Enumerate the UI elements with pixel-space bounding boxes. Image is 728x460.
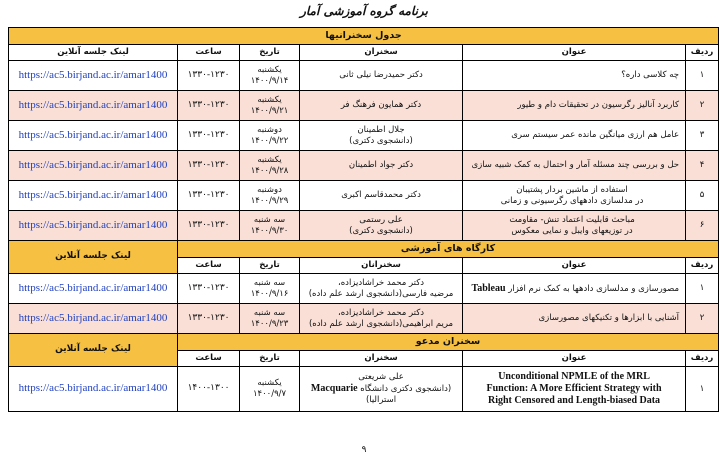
link-cell (9, 367, 178, 412)
date-day: یکشنبه (257, 64, 282, 75)
col-radif: ردیف (686, 258, 719, 274)
col-radif: ردیف (686, 351, 719, 367)
date-value: ۱۴۰۰/۹/۷ (252, 389, 287, 399)
speaker-cell (300, 367, 463, 412)
date-value: ۱۴۰۰/۹/۳۰ (250, 225, 289, 236)
date-value: ۱۴۰۰/۹/۲۸ (250, 165, 289, 176)
session-link[interactable]: https://ac5.birjand.ac.ir/amar1400 (18, 188, 168, 201)
lectures-section-header (9, 28, 719, 45)
guest-link-title: لینک جلسه آنلاین (9, 334, 178, 367)
date-cell (240, 91, 300, 121)
time-cell: ۱۳۳۰-۱۲۳۰ (178, 121, 240, 151)
link-cell (9, 181, 178, 211)
row-number: ۱ (686, 61, 719, 91)
session-link[interactable]: https://ac5.birjand.ac.ir/amar1400 (18, 68, 168, 81)
link-cell (9, 91, 178, 121)
date-value: ۱۴۰۰/۹/۲۲ (250, 135, 289, 146)
link-cell (9, 211, 178, 241)
date-cell (240, 304, 300, 334)
date-value: ۱۴۰۰/۹/۲۳ (250, 318, 289, 329)
table-row (9, 151, 719, 181)
date-cell (240, 274, 300, 304)
topic-text: مصورسازی و مدلسازی دادهها به کمک نرم افزار (508, 283, 680, 294)
date-cell (240, 367, 300, 412)
session-link[interactable]: https://ac5.birjand.ac.ir/amar1400 (18, 382, 168, 395)
guest-section-header (9, 334, 719, 351)
topic-cell (463, 211, 686, 241)
topic-line: Function: A More Efficient Strategy with (486, 383, 662, 394)
speaker-name: علی شریعتی (358, 372, 404, 383)
table-row (9, 211, 719, 241)
lectures-title: جدول سخنرانیها (9, 28, 719, 45)
table-row (9, 367, 719, 412)
speaker-name: مریم ابراهیمی(دانشجوی ارشد علم داده) (308, 318, 454, 329)
speaker-role: (دانشجوی دکتری) (349, 225, 413, 236)
date-cell (240, 61, 300, 91)
topic-cell (463, 274, 686, 304)
topic-cell: عامل هم ارزی میانگین مانده عمر سیستم سری (463, 121, 686, 151)
link-cell (9, 274, 178, 304)
time-cell: ۱۳۳۰-۱۲۳۰ (178, 211, 240, 241)
topic-cell (463, 181, 686, 211)
speaker-cell (300, 304, 463, 334)
row-number: ۱ (686, 367, 719, 412)
workshops-title: کارگاه های آموزشی (178, 241, 719, 258)
col-saat: ساعت (178, 351, 240, 367)
row-number: ۳ (686, 121, 719, 151)
speaker-affiliation (302, 383, 460, 395)
row-number: ۵ (686, 181, 719, 211)
speaker-role: (دانشجوی دکتری) (349, 135, 413, 146)
time-cell: ۱۳۳۰-۱۲۳۰ (178, 151, 240, 181)
lectures-column-headers (9, 45, 719, 61)
topic-line: در توزیعهای وایبل و نمایی معکوس (511, 225, 633, 236)
row-number: ۲ (686, 91, 719, 121)
speaker-name: دکتر محمد خراشادیزاده، (337, 307, 425, 318)
page-heading: برنامه گروه آموزشی آمار (300, 4, 428, 18)
link-cell (9, 121, 178, 151)
link-cell (9, 151, 178, 181)
time-cell: ۱۳۳۰-۱۲۳۰ (178, 274, 240, 304)
university-name: Macquarie (310, 383, 358, 394)
date-cell (240, 151, 300, 181)
col-saat: ساعت (178, 258, 240, 274)
table-row (9, 91, 719, 121)
date-value: ۱۴۰۰/۹/۱۴ (250, 75, 289, 86)
time-cell: ۱۳۳۰-۱۲۳۰ (178, 91, 240, 121)
topic-cell: کاربرد آنالیز رگرسیون در تحقیقات دام و طیور (463, 91, 686, 121)
speaker-name: مرضیه فارسی(دانشجوی ارشد علم داده) (308, 288, 454, 299)
table-row (9, 274, 719, 304)
speaker-cell (300, 121, 463, 151)
time-cell: ۱۴۰۰-۱۳۰۰ (178, 367, 240, 412)
topic-line: در مدلسازی دادههای رگرسیونی و زمانی (500, 195, 644, 206)
date-day: دوشنبه (257, 184, 282, 195)
date-value: ۱۴۰۰/۹/۲۹ (250, 195, 289, 206)
date-day: یکشنبه (257, 94, 282, 105)
link-cell (9, 304, 178, 334)
workshops-section-header (9, 241, 719, 258)
date-day: سه شنبه (253, 277, 286, 288)
col-sokhanran: سخنران (300, 351, 463, 367)
speaker-cell: دکتر حمیدرضا نیلی ثانی (300, 61, 463, 91)
session-link[interactable]: https://ac5.birjand.ac.ir/amar1400 (18, 311, 168, 324)
speaker-cell: دکتر محمدقاسم اکبری (300, 181, 463, 211)
date-day: یکشنبه (257, 154, 282, 165)
date-cell (240, 121, 300, 151)
workshops-link-title: لینک جلسه آنلاین (9, 241, 178, 274)
table-row (9, 121, 719, 151)
session-link[interactable]: https://ac5.birjand.ac.ir/amar1400 (18, 218, 168, 231)
affiliation-text: (دانشجوی دکتری دانشگاه (360, 384, 452, 394)
date-cell (240, 211, 300, 241)
speaker-name: دکتر محمد خراشادیزاده، (337, 277, 425, 288)
table-row (9, 304, 719, 334)
topic-line: استفاده از ماشین بردار پشتیبان (516, 184, 628, 195)
row-number: ۱ (686, 274, 719, 304)
guest-title: سخنران مدعو (178, 334, 719, 351)
date-day: دوشنبه (257, 124, 282, 135)
col-radif: ردیف (686, 45, 719, 61)
schedule-table (8, 27, 719, 412)
row-number: ۲ (686, 304, 719, 334)
session-link[interactable]: https://ac5.birjand.ac.ir/amar1400 (18, 98, 168, 111)
topic-line: Unconditional NPMLE of the MRL (498, 371, 650, 382)
speaker-name: جلال اطمینان (357, 124, 405, 135)
date-day: سه شنبه (253, 214, 286, 225)
topic-line: مباحث قابلیت اعتماد تنش- مقاومت (509, 214, 635, 225)
topic-cell: چه کلاسی داره؟ (463, 61, 686, 91)
row-number: ۴ (686, 151, 719, 181)
topic-cell: حل و بررسی چند مسئله آمار و احتمال به کمک شبیه سازی (463, 151, 686, 181)
time-cell: ۱۳۳۰-۱۲۳۰ (178, 61, 240, 91)
col-onvan: عنوان (463, 45, 686, 61)
date-day: یکشنبه (257, 378, 282, 389)
speaker-cell (300, 274, 463, 304)
time-cell: ۱۳۳۰-۱۲۳۰ (178, 304, 240, 334)
topic-line: Right Censored and Length-biased Data (488, 395, 661, 406)
col-sokhanran: سخنرانان (300, 258, 463, 274)
date-cell (240, 181, 300, 211)
topic-software: Tableau (471, 282, 506, 294)
col-sokhanran: سخنران (300, 45, 463, 61)
topic-cell: آشنایی با ابزارها و تکنیکهای مصورسازی (463, 304, 686, 334)
link-cell (9, 61, 178, 91)
speaker-cell: دکتر جواد اطمینان (300, 151, 463, 181)
date-day: سه شنبه (253, 307, 286, 318)
col-saat: ساعت (178, 45, 240, 61)
speaker-cell (300, 211, 463, 241)
col-tarikh: تاریخ (240, 258, 300, 274)
col-tarikh: تاریخ (240, 45, 300, 61)
speaker-country: استرالیا) (365, 395, 397, 405)
date-value: ۱۴۰۰/۹/۲۱ (250, 105, 289, 116)
table-row (9, 61, 719, 91)
topic-cell (463, 367, 686, 412)
table-row (9, 181, 719, 211)
date-value: ۱۴۰۰/۹/۱۶ (250, 288, 289, 299)
col-onvan: عنوان (463, 351, 686, 367)
col-link: لینک جلسه آنلاین (9, 45, 178, 61)
col-onvan: عنوان (463, 258, 686, 274)
speaker-name: علی رستمی (359, 214, 403, 225)
session-link[interactable]: https://ac5.birjand.ac.ir/amar1400 (18, 128, 168, 141)
speaker-cell: دکتر همایون فرهنگ فر (300, 91, 463, 121)
time-cell: ۱۳۳۰-۱۲۳۰ (178, 181, 240, 211)
col-tarikh: تاریخ (240, 351, 300, 367)
page-number: ۹ (361, 445, 367, 455)
session-link[interactable]: https://ac5.birjand.ac.ir/amar1400 (18, 158, 168, 171)
row-number: ۶ (686, 211, 719, 241)
session-link[interactable]: https://ac5.birjand.ac.ir/amar1400 (18, 281, 168, 294)
